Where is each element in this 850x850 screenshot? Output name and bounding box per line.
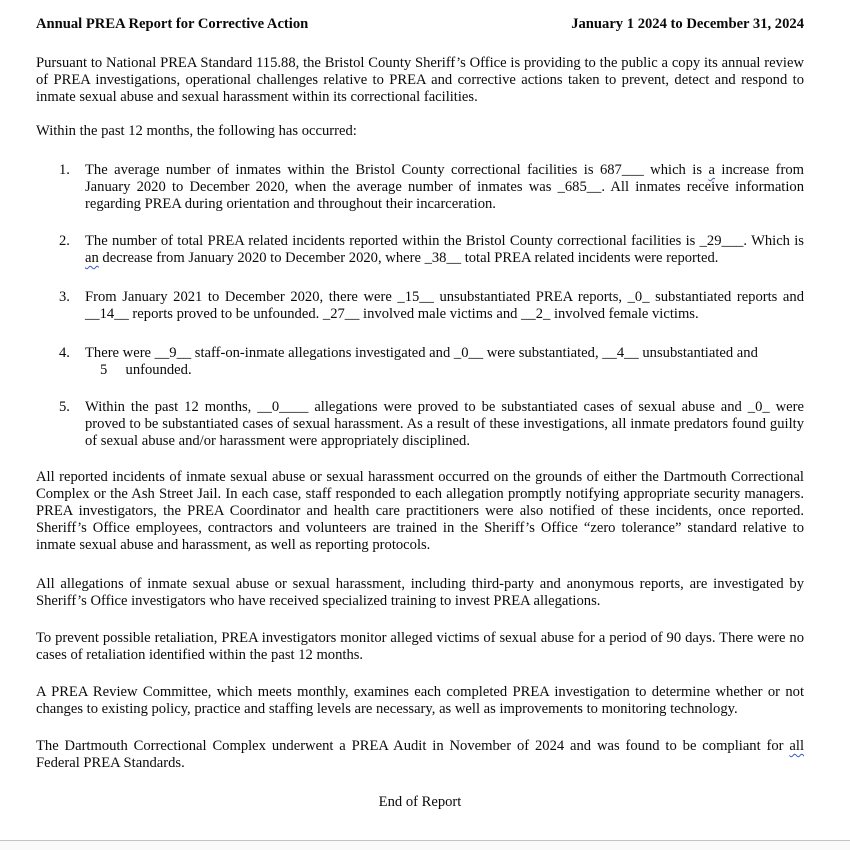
grammar-flagged-word: an xyxy=(85,250,99,266)
list-item-1 xyxy=(59,162,804,213)
list-item-text-segment: The average number of inmates within the Bristol County correctional facilities is 687___ which is xyxy=(85,162,709,178)
list-item-text xyxy=(85,233,804,267)
list-item-text: From January 2021 to December 2020, there were _15__ unsubstantiated PREA reports, _0_ substantiated reports and __14__ reports proved to be unfounded. _27__ involved male victims and __2_ involved female victims. xyxy=(85,289,804,322)
body-paragraph-retaliation: To prevent possible retaliation, PREA investigators monitor alleged victims of sexual abuse for a period of 90 days. There were no cases of retaliation identified within the past 12 months. xyxy=(36,630,804,663)
body-paragraph-audit xyxy=(36,738,804,772)
list-number: 3. xyxy=(59,289,70,305)
document-header xyxy=(36,16,804,33)
grammar-flagged-word: all xyxy=(789,738,804,754)
list-item-2 xyxy=(59,233,804,267)
list-item-text-segment: There were __9__ staff-on-inmate allegations investigated and _0__ were substantiated, __4__ unsubstantiated and xyxy=(85,345,758,361)
body-paragraph-incidents: All reported incidents of inmate sexual abuse or sexual harassment occurred on the grounds of either the Dartmouth Correctional Complex or the Ash Street Jail. In each case, staff responded to each allegation promptly notifying appropriate security managers. PREA investigators, the PREA Coordinator and health care practitioners were also notified of these incidents, once reported. Sheriff’s Office employees, contractors and volunteers are trained in the Sheriff’s Office “zero tolerance” standard relative to inmate sexual abuse and harassment, as well as reporting protocols. xyxy=(36,469,804,553)
page-bottom-edge xyxy=(0,840,850,850)
list-number: 4. xyxy=(59,345,70,361)
intro-paragraph: Pursuant to National PREA Standard 115.88, the Bristol County Sheriff’s Office is providing to the public a copy its annual review of PREA investigations, operational challenges relative to PREA and corrective actions taken to prevent, detect and respond to inmate sexual abuse and sexual harassment within its correctional facilities. xyxy=(36,55,804,105)
list-item-4 xyxy=(59,345,804,379)
list-intro: Within the past 12 months, the following has occurred: xyxy=(36,123,357,139)
paragraph-text-segment: Federal PREA Standards. xyxy=(36,755,185,771)
document-title: Annual PREA Report for Corrective Action xyxy=(36,16,309,32)
list-item-text-segment: increase from January 2020 to December 2020, when the average number of inmates was _685__. All inmates receive information regarding PREA during orientation and throughout their incarceration. xyxy=(85,162,805,212)
list-item-text xyxy=(85,345,804,379)
numbered-list xyxy=(36,162,804,450)
list-item-5 xyxy=(59,399,804,450)
body-paragraph-allegations: All allegations of inmate sexual abuse or sexual harassment, including third-party and anonymous reports, are investigated by Sheriff’s Office investigators who have received specialized training to invest PREA allegations. xyxy=(36,576,804,609)
list-number: 5. xyxy=(59,399,70,415)
list-item-text xyxy=(85,162,804,213)
list-item-wrapped-line: 5 unfounded. xyxy=(100,362,192,378)
paragraph-text-segment: The Dartmouth Correctional Complex underwent a PREA Audit in November of 2024 and was found to be compliant for xyxy=(36,738,790,754)
list-number: 1. xyxy=(59,162,70,178)
list-item-3 xyxy=(59,289,804,323)
grammar-flagged-word: a xyxy=(708,162,715,178)
list-item-text-segment: decrease from January 2020 to December 2020, where _38__ total PREA related incidents were reported. xyxy=(98,250,719,266)
list-item-text: Within the past 12 months, __0____ allegations were proved to be substantiated cases of sexual abuse and _0_ were proved to be substantiated cases of sexual harassment. As a result of these investigations, all inmate predators found guilty of sexual abuse and/or harassment were appropriately disciplined. xyxy=(85,399,804,449)
body-paragraph-review-committee: A PREA Review Committee, which meets monthly, examines each completed PREA investigation to determine whether or not changes to existing policy, practice and staffing levels are necessary, as well as improvements to monitoring technology. xyxy=(36,684,804,717)
end-of-report: End of Report xyxy=(378,794,462,810)
report-date-range: January 1 2024 to December 31, 2024 xyxy=(571,16,804,32)
list-number: 2. xyxy=(59,233,70,249)
list-item-text-segment: The number of total PREA related incidents reported within the Bristol County correctional facilities is _29___. Which is xyxy=(85,233,804,249)
